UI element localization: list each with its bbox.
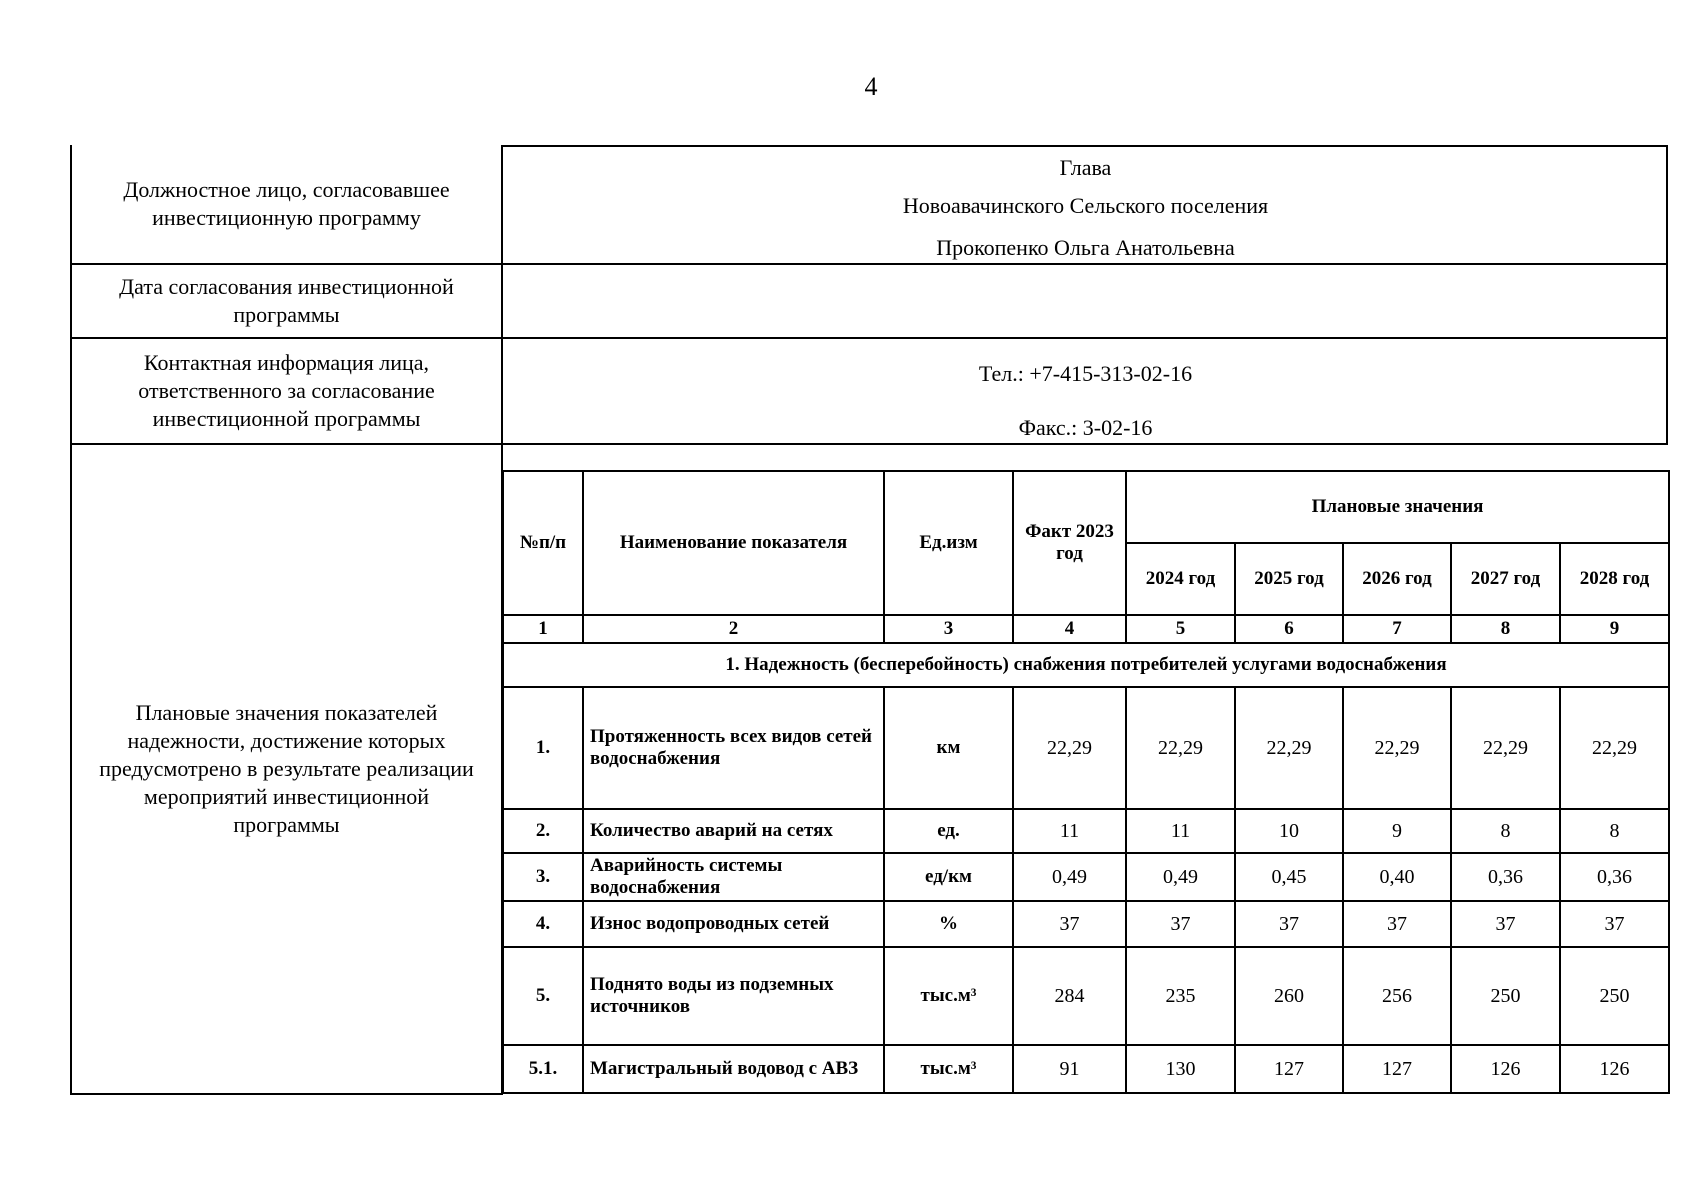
official-name: Прокопенко Ольга Анатольевна <box>936 235 1235 260</box>
column-number: 1 <box>503 615 583 643</box>
indicator-value: 9 <box>1343 809 1451 853</box>
header-unit: Ед.изм <box>884 471 1013 615</box>
planned-values-label: Плановые значения показателей надежности, достижение которых предусмотрено в результате реализации мероприятий инвестиционной программы <box>70 445 501 1093</box>
indicator-unit: ед/км <box>884 853 1013 901</box>
table-row <box>503 901 1669 947</box>
indicator-value: 0,49 <box>1013 853 1126 901</box>
indicator-unit: тыс.м³ <box>884 1045 1013 1093</box>
indicator-value: 22,29 <box>1560 687 1669 809</box>
indicator-value: 91 <box>1013 1045 1126 1093</box>
indicator-value: 10 <box>1235 809 1343 853</box>
indicator-value: 0,45 <box>1235 853 1343 901</box>
row-number: 5. <box>503 947 583 1045</box>
indicator-value: 8 <box>1451 809 1560 853</box>
column-number: 9 <box>1560 615 1669 643</box>
header-year: 2026 год <box>1343 543 1451 615</box>
indicator-value: 22,29 <box>1343 687 1451 809</box>
indicator-value: 250 <box>1451 947 1560 1045</box>
table-row <box>503 809 1669 853</box>
section-title: 1. Надежность (бесперебойность) снабжения потребителей услугами водоснабжения <box>503 643 1669 687</box>
table-row <box>503 1045 1669 1093</box>
indicator-name: Количество аварий на сетях <box>583 809 884 853</box>
column-number: 8 <box>1451 615 1560 643</box>
indicator-value: 22,29 <box>1013 687 1126 809</box>
official-value <box>503 149 1668 263</box>
indicator-value: 37 <box>1560 901 1669 947</box>
column-number: 2 <box>583 615 884 643</box>
indicator-value: 256 <box>1343 947 1451 1045</box>
indicator-value: 0,40 <box>1343 853 1451 901</box>
header-year: 2027 год <box>1451 543 1560 615</box>
indicator-value: 127 <box>1343 1045 1451 1093</box>
indicator-unit: % <box>884 901 1013 947</box>
approval-date-label: Дата согласования инвестиционной программы <box>70 265 501 337</box>
column-number: 4 <box>1013 615 1126 643</box>
column-number: 5 <box>1126 615 1235 643</box>
contact-label: Контактная информация лица, ответственного за согласование инвестиционной программы <box>70 339 501 443</box>
indicator-name: Магистральный водовод с АВЗ <box>583 1045 884 1093</box>
indicator-name: Протяженность всех видов сетей водоснабжения <box>583 687 884 809</box>
bottom-border <box>70 1093 502 1095</box>
top-border <box>501 145 1668 147</box>
indicator-value: 126 <box>1451 1045 1560 1093</box>
indicator-value: 260 <box>1235 947 1343 1045</box>
indicator-value: 8 <box>1560 809 1669 853</box>
table-row <box>503 853 1669 901</box>
header-year: 2028 год <box>1560 543 1669 615</box>
row-number: 3. <box>503 853 583 901</box>
indicator-value: 11 <box>1013 809 1126 853</box>
indicator-value: 22,29 <box>1235 687 1343 809</box>
table-row <box>503 687 1669 809</box>
indicator-value: 37 <box>1343 901 1451 947</box>
indicator-value: 22,29 <box>1126 687 1235 809</box>
header-year: 2024 год <box>1126 543 1235 615</box>
indicator-value: 235 <box>1126 947 1235 1045</box>
program-passport-table <box>70 145 1668 1095</box>
indicator-unit: км <box>884 687 1013 809</box>
row-number: 2. <box>503 809 583 853</box>
indicator-value: 126 <box>1560 1045 1669 1093</box>
indicator-value: 284 <box>1013 947 1126 1045</box>
page-number: 4 <box>864 72 878 101</box>
indicator-value: 37 <box>1235 901 1343 947</box>
header-num: №п/п <box>503 471 583 615</box>
indicator-name: Износ водопроводных сетей <box>583 901 884 947</box>
indicators-table <box>502 470 1670 1094</box>
indicator-value: 0,49 <box>1126 853 1235 901</box>
header-year: 2025 год <box>1235 543 1343 615</box>
official-label: Должностное лицо, согласовавшее инвестиционную программу <box>70 145 501 263</box>
header-name: Наименование показателя <box>583 471 884 615</box>
column-number-row <box>503 615 1669 643</box>
table-row <box>503 947 1669 1045</box>
header-fact: Факт 2023 год <box>1013 471 1126 615</box>
indicator-unit: тыс.м³ <box>884 947 1013 1045</box>
contact-fax: Факс.: 3-02-16 <box>1018 415 1153 440</box>
indicator-value: 127 <box>1235 1045 1343 1093</box>
indicator-value: 37 <box>1013 901 1126 947</box>
indicator-value: 11 <box>1126 809 1235 853</box>
indicator-unit: ед. <box>884 809 1013 853</box>
column-number: 3 <box>884 615 1013 643</box>
header-planned-group: Плановые значения <box>1126 471 1669 543</box>
indicator-value: 37 <box>1451 901 1560 947</box>
indicator-value: 0,36 <box>1560 853 1669 901</box>
indicator-value: 22,29 <box>1451 687 1560 809</box>
indicator-name: Поднято воды из подземных источников <box>583 947 884 1045</box>
indicator-value: 0,36 <box>1451 853 1560 901</box>
row-number: 1. <box>503 687 583 809</box>
official-title: Глава <box>1059 155 1112 180</box>
indicator-value: 130 <box>1126 1045 1235 1093</box>
row-number: 5.1. <box>503 1045 583 1093</box>
column-number: 6 <box>1235 615 1343 643</box>
row-number: 4. <box>503 901 583 947</box>
indicator-name: Аварийность системы водоснабжения <box>583 853 884 901</box>
indicator-value: 250 <box>1560 947 1669 1045</box>
column-number: 7 <box>1343 615 1451 643</box>
contact-phone: Тел.: +7-415-313-02-16 <box>978 361 1193 386</box>
indicator-value: 37 <box>1126 901 1235 947</box>
official-organization: Новоавачинского Сельского поселения <box>902 193 1269 218</box>
